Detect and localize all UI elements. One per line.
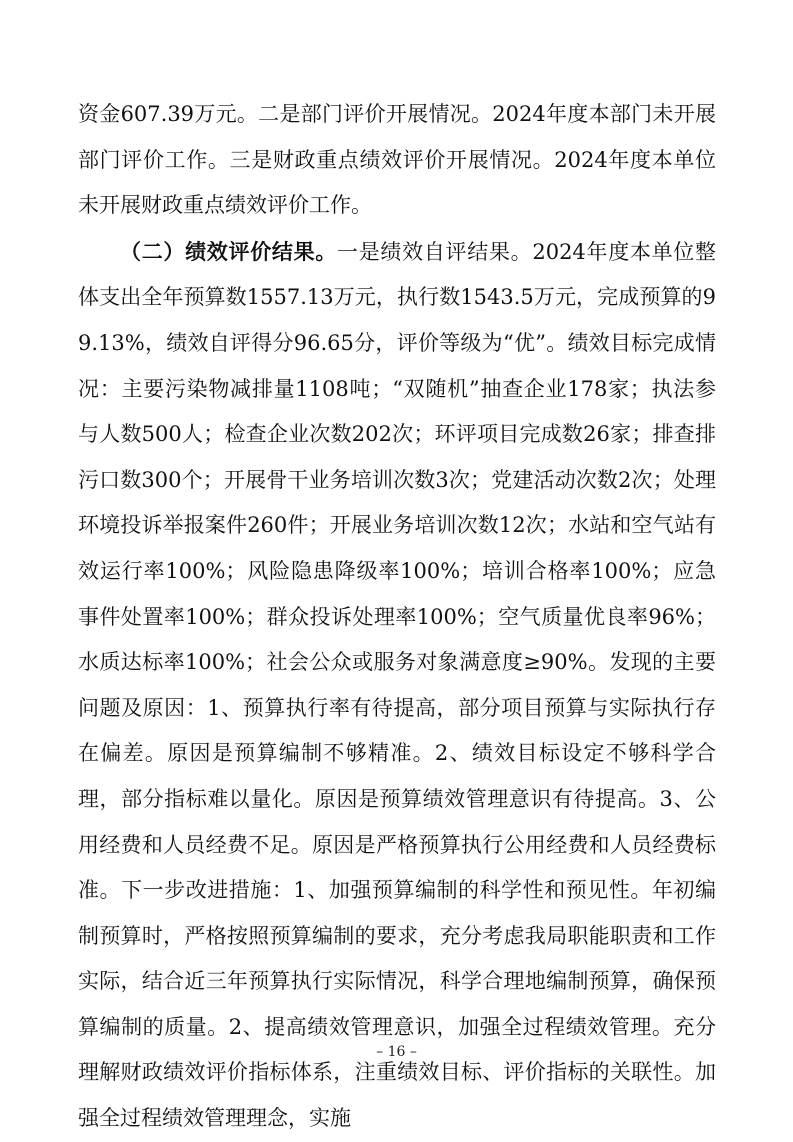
paragraph-text: 资金607.39万元。二是部门评价开展情况。2024年度本部门未开展部门评价工作。三是财政重点绩效评价开展情况。2024年度本单位未开展财政重点绩效评价工作。	[78, 102, 716, 218]
paragraph-continuation	[78, 92, 716, 229]
paragraph-performance-results	[78, 229, 716, 1142]
paragraph-text: 一是绩效自评结果。2024年度本单位整体支出全年预算数1557.13万元，执行数1543.5万元，完成预算的99.13%，绩效自评得分96.65分，评价等级为“优”。绩效目标完成情况：主要污染物减排量1108吨；“双随机”抽查企业178家；执法参与人数500人；检查企业次数202次；环评项目完成数26家；排查排污口数300个；开展骨干业务培训次数3次；党建活动次数2次；处理环境投诉举报案件260件；开展业务培训次数12次；水站和空气站有效运行率100%；风险隐患降级率100%；培训合格率100%；应急事件处置率100%；群众投诉处理率100%；空气质量优良率96%；水质达标率100%；社会公众或服务对象满意度≥90%。发现的主要问题及原因：1、预算执行率有待提高，部分项目预算与实际执行存在偏差。原因是预算编制不够精准。2、绩效目标设定不够科学合理，部分指标难以量化。原因是预算绩效管理意识有待提高。3、公用经费和人员经费不足。原因是严格预算执行公用经费和人员经费标准。下一步改进措施：1、加强预算编制的科学性和预见性。年初编制预算时，严格按照预算编制的要求，充分考虑我局职能职责和工作实际，结合近三年预算执行实际情况，科学合理地编制预算，确保预算编制的质量。2、提高绩效管理意识，加强全过程绩效管理。充分理解财政绩效评价指标体系，注重绩效目标、评价指标的关联性。加强全过程绩效管理理念，实施	[78, 239, 717, 1131]
page-number: – 16 –	[376, 1044, 417, 1060]
document-body	[78, 92, 716, 1142]
section-heading: （二）绩效评价结果。	[120, 238, 338, 264]
